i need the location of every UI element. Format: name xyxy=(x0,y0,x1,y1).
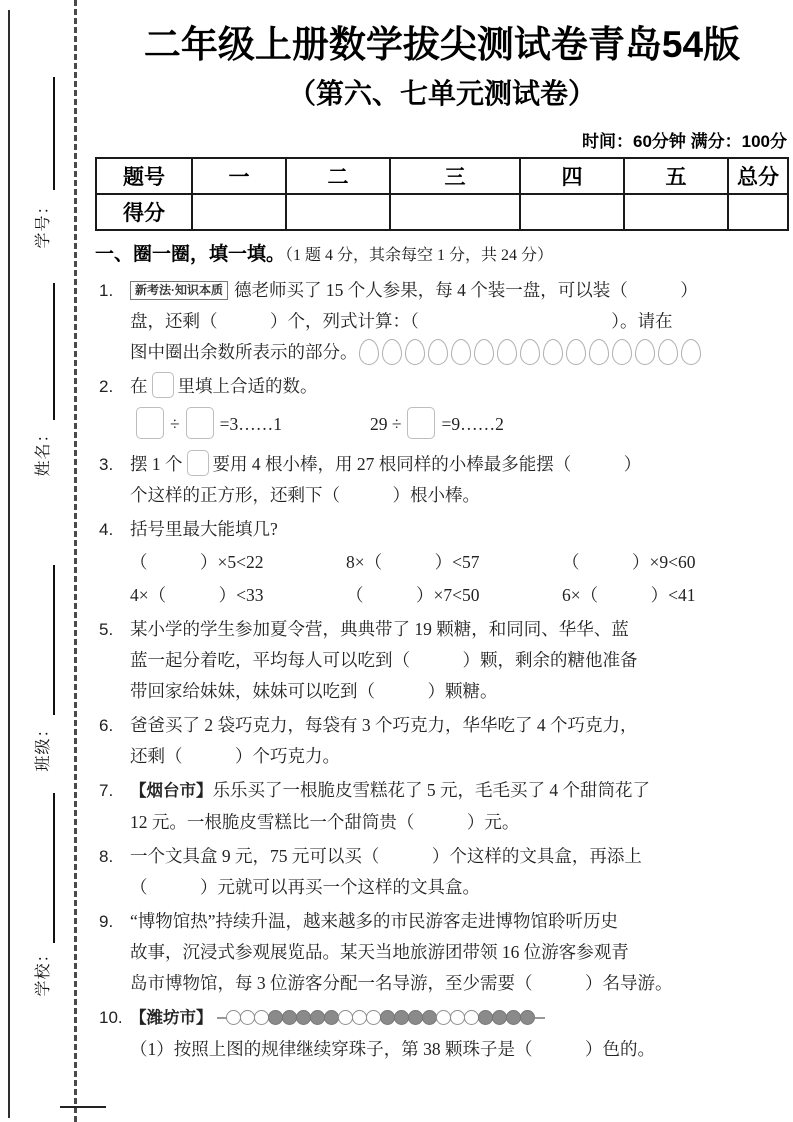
question-1-number: 1. xyxy=(99,281,114,301)
question-5 xyxy=(95,614,789,707)
white-bead-icon xyxy=(366,1010,381,1025)
new-method-badge: 新考法·知识本质 xyxy=(130,281,228,300)
question-8 xyxy=(95,841,789,903)
question-4-intro: 括号里最大能填几? xyxy=(130,519,278,540)
egg-icon xyxy=(635,339,655,365)
white-bead-icon xyxy=(464,1010,479,1025)
bead-string-thread xyxy=(535,1017,545,1019)
question-4-row-2 xyxy=(130,580,789,611)
white-bead-icon xyxy=(254,1010,269,1025)
score-cell-5 xyxy=(624,194,728,230)
egg-icon xyxy=(658,339,678,365)
header-total: 总分 xyxy=(728,158,788,194)
question-2-intro-post: 里填上合适的数。 xyxy=(177,376,318,397)
egg-icon xyxy=(428,339,448,365)
q2-eq1-result: =3……1 xyxy=(219,414,282,435)
question-7 xyxy=(95,775,789,838)
egg-icon xyxy=(405,339,425,365)
question-4-row-1 xyxy=(130,547,789,578)
white-bead-icon xyxy=(338,1010,353,1025)
header-part-2: 二 xyxy=(286,158,390,194)
header-part-3: 三 xyxy=(390,158,520,194)
dark-bead-icon xyxy=(282,1010,297,1025)
question-3-line-1-post: 要用 4 根小棒，用 27 根同样的小棒最多能摆（ ） xyxy=(212,454,642,475)
score-cell-4 xyxy=(520,194,624,230)
question-8-line-2: （ ）元就可以再买一个这样的文具盒。 xyxy=(130,877,480,898)
student-id-label: 学号： xyxy=(35,197,52,249)
egg-icon xyxy=(497,339,517,365)
section-one-heading xyxy=(95,241,789,269)
question-1-line-1: 德老师买了 15 个人参果，每 4 个装一盘，可以装（ ） xyxy=(234,280,698,301)
class-write-line xyxy=(53,565,55,715)
question-6-line-2: 还剩（ ）个巧克力。 xyxy=(130,746,340,767)
q4-item-5: （ ）×7<50 xyxy=(346,585,480,606)
question-2-equations xyxy=(130,414,504,434)
dark-bead-icon xyxy=(506,1010,521,1025)
question-3-line-2: 个这样的正方形，还剩下（ ）根小棒。 xyxy=(130,485,480,506)
header-part-1: 一 xyxy=(192,158,286,194)
score-cell-1 xyxy=(192,194,286,230)
egg-icon xyxy=(474,339,494,365)
square-shape-icon xyxy=(187,450,209,476)
score-table-score-row xyxy=(96,194,788,230)
dark-bead-icon xyxy=(422,1010,437,1025)
egg-icon xyxy=(566,339,586,365)
class-label: 班级： xyxy=(35,720,52,772)
school-write-line xyxy=(53,793,55,943)
q4-item-2: 8×（ ）<57 xyxy=(346,552,480,573)
q4-item-1: （ ）×5<22 xyxy=(130,552,264,573)
fill-box-icon xyxy=(152,372,174,398)
dark-bead-icon xyxy=(310,1010,325,1025)
header-question-number: 题号 xyxy=(96,158,192,194)
dark-bead-icon xyxy=(324,1010,339,1025)
question-9-line-3: 岛市博物馆，每 3 位游客分配一名导游，至少需要（ ）名导游。 xyxy=(130,973,673,994)
q2-eq2-result: =9……2 xyxy=(441,414,504,435)
yantai-city-badge: 【烟台市】 xyxy=(130,782,213,801)
time-score-info: 时间：60分钟 满分：100分 xyxy=(582,132,787,152)
question-8-number: 8. xyxy=(99,847,114,867)
dark-bead-icon xyxy=(478,1010,493,1025)
question-5-line-2: 蓝一起分着吃，平均每人可以吃到（ ）颗，剩余的糖他准备 xyxy=(130,650,638,671)
question-2 xyxy=(95,371,789,446)
white-bead-icon xyxy=(450,1010,465,1025)
question-5-line-3: 带回家给妹妹，妹妹可以吃到（ ）颗糖。 xyxy=(130,681,498,702)
dark-bead-icon xyxy=(380,1010,395,1025)
question-9-line-1: “博物馆热”持续升温，越来越多的市民游客走进博物馆聆听历史 xyxy=(130,911,619,932)
q4-item-6: 6×（ ）<41 xyxy=(562,585,696,606)
name-write-line xyxy=(53,283,55,420)
header-part-4: 四 xyxy=(520,158,624,194)
page-corner-mark xyxy=(60,1106,106,1108)
section-one-title: 一、圈一圈，填一填。 xyxy=(95,244,286,266)
score-cell-total xyxy=(728,194,788,230)
question-9-line-2: 故事，沉浸式参观展览品。某天当地旅游团带领 16 位游客参观青 xyxy=(130,942,629,963)
question-1-line-3: 图中圈出余数所表示的部分。 xyxy=(130,342,358,363)
section-one-note: （1 题 4 分，其余每空 1 分，共 24 分） xyxy=(285,247,554,265)
student-id-write-line xyxy=(53,77,55,190)
score-cell-2 xyxy=(286,194,390,230)
egg-row xyxy=(358,342,703,362)
egg-icon xyxy=(382,339,402,365)
white-bead-icon xyxy=(226,1010,241,1025)
egg-icon xyxy=(451,339,471,365)
white-bead-icon xyxy=(240,1010,255,1025)
question-2-number: 2. xyxy=(99,377,114,397)
school-label: 学校： xyxy=(35,945,52,997)
question-3-line-1-pre: 摆 1 个 xyxy=(130,454,183,475)
paper-content xyxy=(95,12,789,1068)
paper-subtitle: （第六、七单元测试卷） xyxy=(287,78,596,110)
question-3 xyxy=(95,449,789,511)
question-1 xyxy=(95,275,789,368)
dark-bead-icon xyxy=(492,1010,507,1025)
egg-icon xyxy=(543,339,563,365)
score-row-label: 得分 xyxy=(96,194,192,230)
weifang-city-badge: 【潍坊市】 xyxy=(130,1009,213,1028)
question-9-number: 9. xyxy=(99,912,114,932)
question-2-intro-pre: 在 xyxy=(130,376,148,397)
header-part-5: 五 xyxy=(624,158,728,194)
q2-eq1-operator: ÷ xyxy=(170,414,180,435)
q4-item-4: 4×（ ）<33 xyxy=(130,585,264,606)
dark-bead-icon xyxy=(408,1010,423,1025)
question-7-line-2: 12 元。一根脆皮雪糕比一个甜筒贵（ ）元。 xyxy=(130,812,520,833)
egg-icon xyxy=(681,339,701,365)
dark-bead-icon xyxy=(296,1010,311,1025)
question-6-number: 6. xyxy=(99,716,114,736)
fill-box-icon xyxy=(407,407,435,439)
question-9 xyxy=(95,906,789,999)
egg-icon xyxy=(612,339,632,365)
score-table-header-row xyxy=(96,158,788,194)
question-10-number: 10. xyxy=(99,1008,123,1028)
question-7-number: 7. xyxy=(99,781,114,801)
dark-bead-icon xyxy=(268,1010,283,1025)
fill-box-icon xyxy=(136,407,164,439)
question-6-line-1: 爸爸买了 2 袋巧克力，每袋有 3 个巧克力，华华吃了 4 个巧克力， xyxy=(130,715,638,736)
q2-eq2-dividend: 29 ÷ xyxy=(369,414,402,435)
question-10-sub-1: （1）按照上图的规律继续穿珠子，第 38 颗珠子是（ ）色的。 xyxy=(130,1039,655,1060)
bead-row xyxy=(227,1007,535,1027)
question-3-number: 3. xyxy=(99,455,114,475)
question-10 xyxy=(95,1002,789,1065)
binding-dashed-line xyxy=(74,0,77,1122)
white-bead-icon xyxy=(352,1010,367,1025)
question-7-line-1: 乐乐买了一根脆皮雪糕花了 5 元，毛毛买了 4 个甜筒花了 xyxy=(212,780,650,801)
page-edge-line xyxy=(8,10,10,1118)
name-label: 姓名： xyxy=(35,425,52,477)
score-cell-3 xyxy=(390,194,520,230)
egg-icon xyxy=(359,339,379,365)
question-4 xyxy=(95,514,789,611)
score-table xyxy=(95,157,789,231)
egg-icon xyxy=(520,339,540,365)
fill-box-icon xyxy=(186,407,214,439)
question-6 xyxy=(95,710,789,772)
white-bead-icon xyxy=(436,1010,451,1025)
question-8-line-1: 一个文具盒 9 元，75 元可以买（ ）个这样的文具盒，再添上 xyxy=(130,846,642,867)
q4-item-3: （ ）×9<60 xyxy=(562,552,696,573)
question-5-line-1: 某小学的学生参加夏令营，典典带了 19 颗糖，和同同、华华、蓝 xyxy=(130,619,629,640)
question-4-number: 4. xyxy=(99,520,114,540)
egg-icon xyxy=(589,339,609,365)
dark-bead-icon xyxy=(394,1010,409,1025)
question-1-line-2: 盘，还剩（ ）个，列式计算：（ ）。请在 xyxy=(130,311,673,332)
question-5-number: 5. xyxy=(99,620,114,640)
dark-bead-icon xyxy=(520,1010,535,1025)
paper-title: 二年级上册数学拔尖测试卷青岛54版 xyxy=(143,24,741,65)
